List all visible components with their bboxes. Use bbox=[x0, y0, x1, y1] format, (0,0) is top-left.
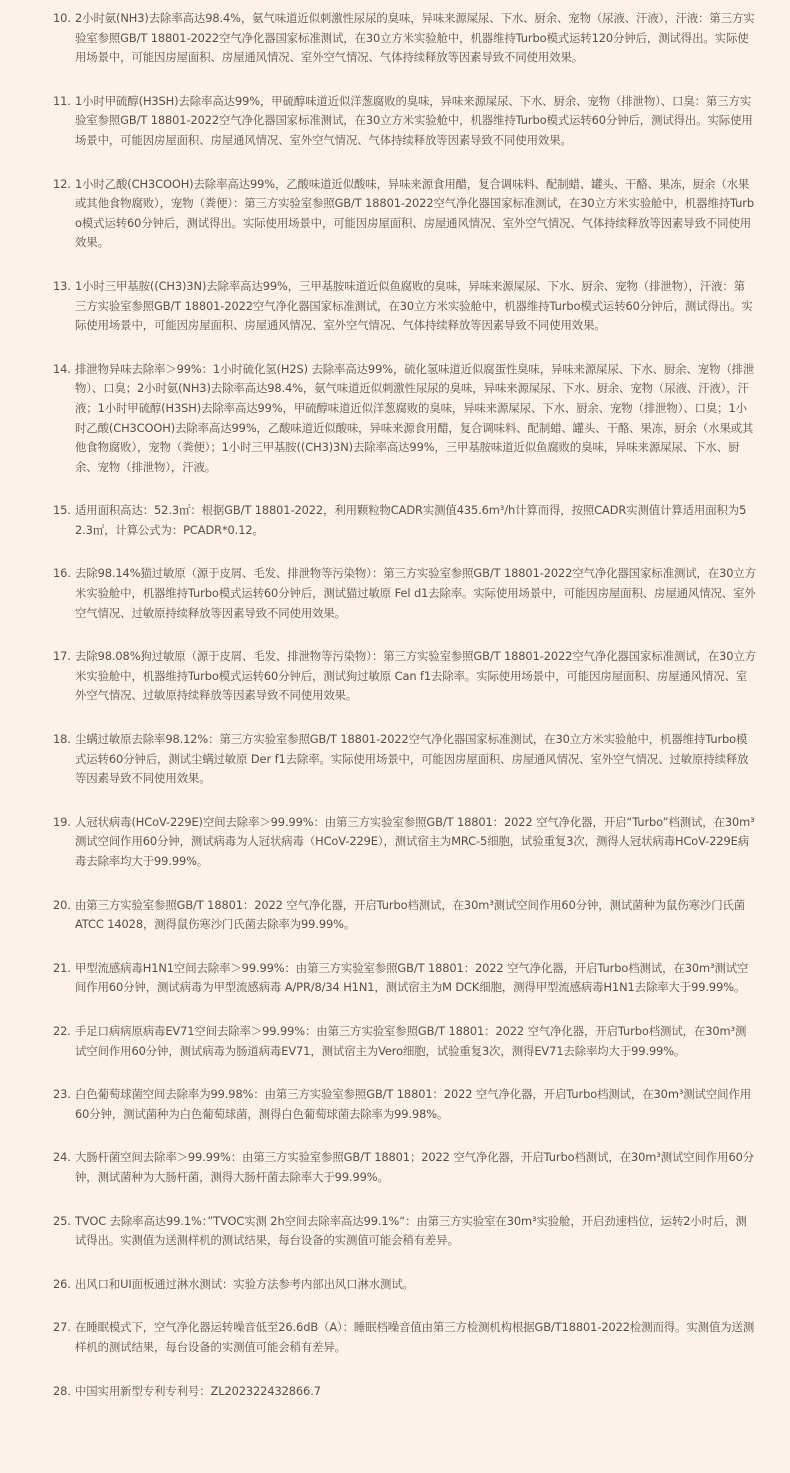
footnote-item bbox=[53, 175, 756, 253]
footnote-text: 1小时乙酸(CH3COOH)去除率高达99%，乙酸味道近似酸味，异味来源食用醋，复合调味料、配制蜡、罐头、干酪、果冻，厨余（水果或其他食物腐败），宠物（粪便）：第三方实验室参照GB/T 18801-2022空气净化器国家标准测试，在30立方米实验舱中，机器维持Turbo模式运转60分钟后，测试得出。实际使用场景中，可能因房屋面积、房屋通风情况、室外空气情况、气体持续释放等因素导致不同使用效果。 bbox=[75, 176, 754, 250]
footnote-item bbox=[53, 1275, 756, 1295]
footnote-number: 15. bbox=[53, 503, 71, 518]
footnote-text: 2小时氨(NH3)去除率高达98.4%，氨气味道近似刺激性尿尿的臭味，异味来源屎尿、下水、厨余、宠物（尿液、汗液），汗液：第三方实验室参照GB/T 18801-2022空气净化器国家标准测试，在30立方米实验舱中，机器维持Turbo模式运转120分钟后，测试得出。实际使用场景中，可能因房屋面积、房屋通风情况、室外空气情况、气体持续释放等因素导致不同使用效果。 bbox=[75, 11, 755, 65]
footnote-number: 27. bbox=[53, 1320, 71, 1335]
footnote-text: 去除98.08%狗过敏原（源于皮屑、毛发、排泄物等污染物）：第三方实验室参照GB/T 18801-2022空气净化器国家标准测试，在30立方米实验舱中，机器维持Turbo模式运转60分钟后，测试狗过敏原 Can f1去除率。实际使用场景中，可能因房屋面积、房屋通风情况、室外空气情况、过敏原持续释放等因素导致不同使用效果。 bbox=[75, 649, 756, 703]
footnote-number: 16. bbox=[53, 566, 71, 581]
footnote-number: 17. bbox=[53, 649, 71, 664]
footnote-number: 28. bbox=[53, 1383, 71, 1398]
footnote-text: 1小时三甲基胺((CH3)3N)去除率高达99%，三甲基胺味道近似鱼腐败的臭味，异味来源屎尿、下水、厨余、宠物（排泄物），汗液：第三方实验室参照GB/T 18801-2022空气净化器国家标准测试，在30立方米实验舱中，机器维持Turbo模式运转60分钟后，测试得出。实际使用场景中，可能因房屋面积、房屋通风情况、室外空气情况、气体持续释放等因素导致不同使用效果。 bbox=[75, 278, 753, 333]
footnote-number: 20. bbox=[53, 897, 71, 912]
footnote-item bbox=[53, 1212, 756, 1251]
footnote-number: 25. bbox=[53, 1213, 71, 1228]
footnote-number: 12. bbox=[53, 176, 71, 191]
footnote-text: 尘螨过敏原去除率98.12%：第三方实验室参照GB/T 18801-2022空气净化器国家标准测试，在30立方米实验舱中，机器维持Turbo模式运转60分钟后，测试尘螨过敏原 Der f1去除率。实际使用场景中，可能因房屋面积、房屋通风情况、室外空气情况、过敏原持续释放等因素导致不同使用效果。 bbox=[75, 732, 749, 786]
footnote-text: TVOC 去除率高达99.1%：”TVOC实测 2h空间去除率高达99.1%“：由第三方实验室在30m³实验舱，开启劲速档位，运转2小时后，测试得出。实测值为送测样机的测试结果，每台设备的实测值可能会稍有差异。 bbox=[75, 1213, 747, 1248]
footnote-item bbox=[53, 1318, 756, 1357]
footnote-item bbox=[53, 896, 756, 935]
footnote-text: 1小时甲硫醇(H3SH)去除率高达99%，甲硫醇味道近似洋葱腐败的臭味，异味来源屎尿、下水、厨余、宠物（排泄物）、口臭：第三方实验室参照GB/T 18801-2022空气净化器国家标准测试，在30立方米实验舱中，机器维持Turbo模式运转60分钟后，测试得出。实际使用场景中，可能因房屋面积、房屋通风情况、室外空气情况、气体持续释放等因素导致不同使用效果。 bbox=[75, 93, 753, 147]
footnote-number: 18. bbox=[53, 732, 71, 747]
footnote-item bbox=[53, 1022, 756, 1061]
footnote-number: 21. bbox=[53, 960, 71, 975]
footnote-number: 24. bbox=[53, 1150, 71, 1165]
footnote-text: 排泄物异味去除率＞99%：1小时硫化氢(H2S) 去除率高达99%，硫化氢味道近似腐蛋性臭味，异味来源屎尿、下水、厨余、宠物（排泄物）、口臭；2小时氨(NH3)去除率高达98.4%，氨气味道近似刺激性尿尿的臭味，异味来源屎尿、下水、厨余、宠物（尿液、汗液），汗液；1小时甲硫醇(H3SH)去除率高达99%，甲硫醇味道近似洋葱腐败的臭味，异味来源屎尿、下水、厨余、宠物（排泄物）、口臭；1小时乙酸(CH3COOH)去除率高达99%，乙酸味道近似酸味，异味来源食用醋，复合调味料、配制蜡、罐头、干酪、果冻，厨余（水果或其他食物腐败），宠物（粪便）；1小时三甲基胺((CH3)3N)去除率高达99%，三甲基胺味道近似鱼腐败的臭味，异味来源屎尿、下水、厨余、宠物（排泄物），汗液。 bbox=[75, 361, 755, 474]
footnote-number: 23. bbox=[53, 1087, 71, 1102]
footnote-item bbox=[53, 1085, 756, 1124]
footnote-number: 10. bbox=[53, 11, 71, 25]
footnote-number: 19. bbox=[53, 814, 71, 829]
footnote-item bbox=[53, 647, 756, 706]
footnote-text: 手足口病病原病毒EV71空间去除率＞99.99%：由第三方实验室参照GB/T 18801：2022 空气净化器，开启Turbo档测试，在30m³测试空间作用60分钟，测试病毒为肠道病毒EV71，测试宿主为Vero细胞，试验重复3次，测得EV71去除率均大于99.99%。 bbox=[75, 1023, 747, 1058]
footnote-item bbox=[53, 277, 756, 336]
footnote-text: 适用面积高达：52.3㎡：根据GB/T 18801-2022，利用颗粒物CADR实测值435.6m³/h计算而得，按照CADR实测值计算适用面积为52.3㎡，计算公式为：PCADR*0.12。 bbox=[75, 503, 747, 537]
footnote-list bbox=[53, 9, 756, 1401]
footnote-text: 大肠杆菌空间去除率＞99.99%：由第三方实验室参照GB/T 18801；2022 空气净化器，开启Turbo档测试，在30m³测试空间作用60分钟，测试菌种为大肠杆菌，测得大肠杆菌去除率大于99.99%。 bbox=[75, 1150, 755, 1184]
footnote-item bbox=[53, 813, 756, 872]
footnote-text: 人冠状病毒(HCoV-229E)空间去除率＞99.99%：由第三方实验室参照GB/T 18801：2022 空气净化器，开启“Turbo”档测试，在30m³测试空间作用60分钟，测试病毒为人冠状病毒（HCoV-229E），测试宿主为MRC-5细胞，试验重复3次，测得人冠状病毒HCoV-229E病毒去除率均大于99.99%。 bbox=[75, 814, 755, 868]
footnote-text: 由第三方实验室参照GB/T 18801：2022 空气净化器，开启Turbo档测试，在30m³测试空间作用60分钟，测试菌种为鼠伤寒沙门氏菌 ATCC 14028，测得鼠伤寒沙门氏菌去除率为99.99%。 bbox=[75, 897, 746, 932]
footnote-item bbox=[53, 9, 756, 68]
footnote-item bbox=[53, 1148, 756, 1187]
footnote-number: 13. bbox=[53, 278, 71, 293]
footnote-item bbox=[53, 730, 756, 789]
footnote-text: 甲型流感病毒H1N1空间去除率＞99.99%：由第三方实验室参照GB/T 18801：2022 空气净化器，开启Turbo档测试，在30m³测试空间作用60分钟，测试病毒为甲型流感病毒 A/PR/8/34 H1N1，测试宿主为M DCK细胞，测得甲型流感病毒H1N1去除率大于99.99%。 bbox=[75, 960, 749, 995]
footnote-text: 白色葡萄球菌空间去除率为99.98%：由第三方实验室参照GB/T 18801：2022 空气净化器，开启Turbo档测试，在30m³测试空间作用60分钟，测试菌种为白色葡萄球菌，测得白色葡萄球菌去除率为99.98%。 bbox=[75, 1087, 752, 1121]
footnote-item bbox=[53, 564, 756, 623]
footnote-number: 14. bbox=[53, 361, 71, 376]
footnote-number: 22. bbox=[53, 1023, 71, 1038]
footnote-item bbox=[53, 1382, 756, 1402]
footnote-item bbox=[53, 959, 756, 998]
footnote-number: 26. bbox=[53, 1276, 71, 1291]
footnote-item bbox=[53, 360, 756, 478]
footnote-text: 在睡眠模式下，空气净化器运转噪音低至26.6dB（A）：睡眠档噪音值由第三方检测机构根据GB/T18801-2022检测而得。实测值为送测样机的测试结果，每台设备的实测值可能会稍有差异。 bbox=[75, 1320, 755, 1354]
footnote-item bbox=[53, 92, 756, 151]
footnote-text: 中国实用新型专利专利号：ZL202322432866.7 bbox=[75, 1383, 321, 1398]
footnote-text: 去除98.14%猫过敏原（源于皮屑、毛发、排泄物等污染物）：第三方实验室参照GB/T 18801-2022空气净化器国家标准测试，在30立方米实验舱中，机器维持Turbo模式运转60分钟后，测试猫过敏原 Fel d1去除率。实际使用场景中，可能因房屋面积、房屋通风情况、室外空气情况、过敏原持续释放等因素导致不同使用效果。 bbox=[75, 566, 756, 620]
footnote-text: 出风口和UI面板通过淋水测试：实验方法参考内部出风口淋水测试。 bbox=[75, 1276, 414, 1291]
footnote-number: 11. bbox=[53, 93, 71, 108]
footnote-item bbox=[53, 501, 756, 540]
